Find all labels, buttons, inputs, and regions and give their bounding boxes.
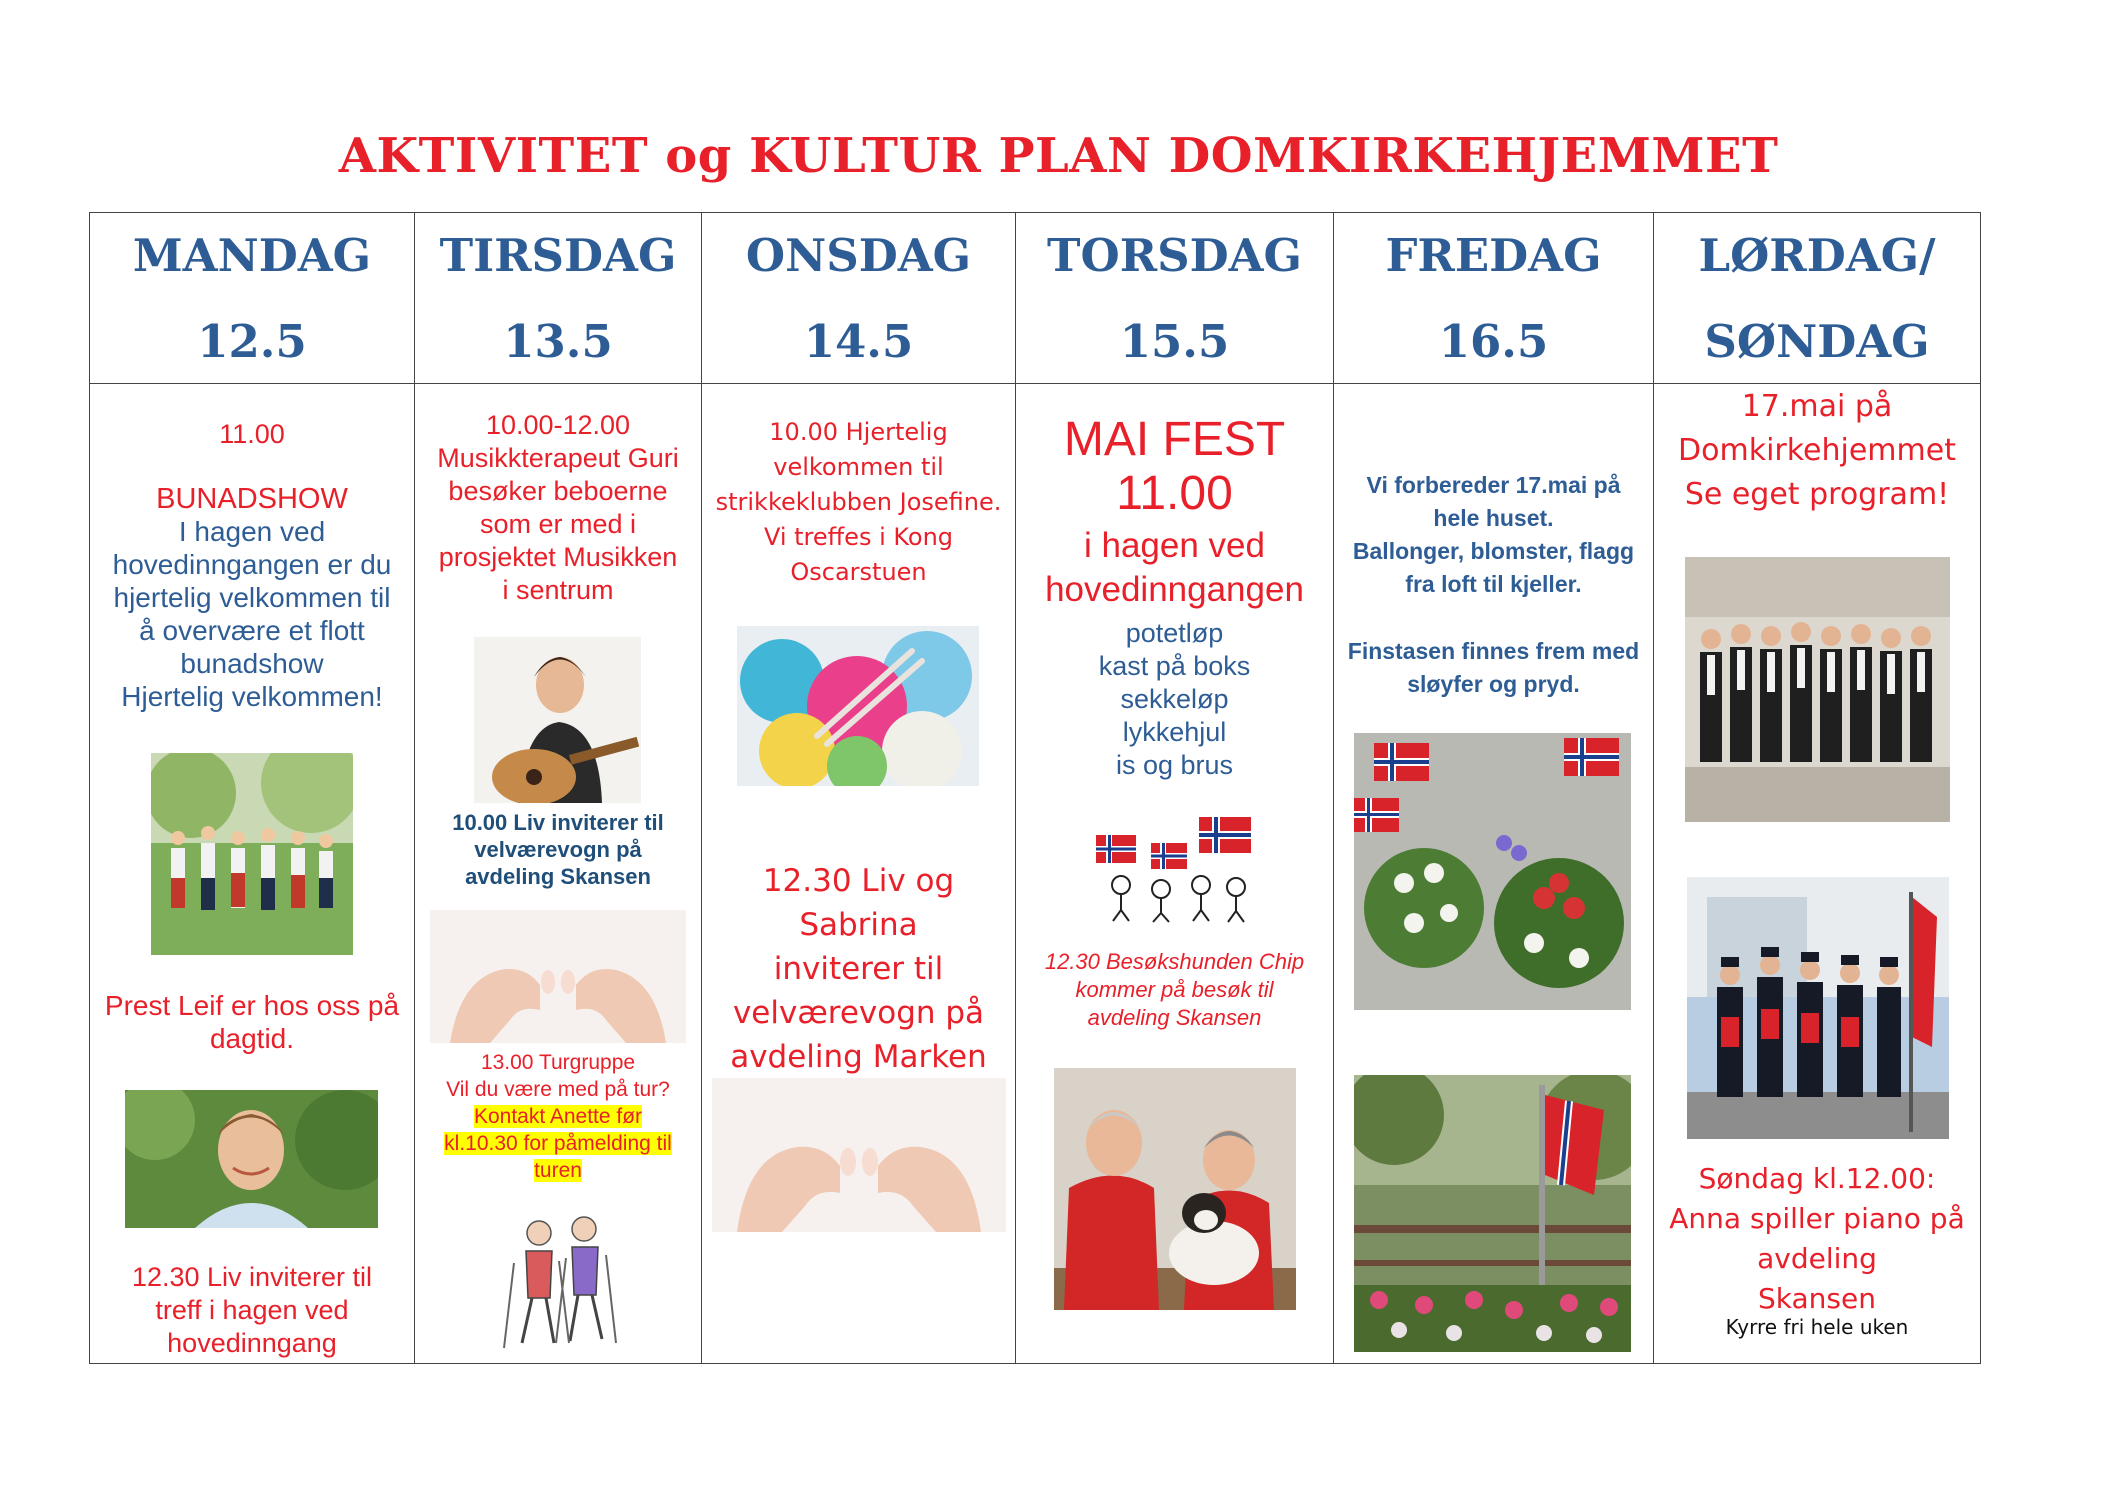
day-date: SØNDAG — [1704, 315, 1930, 368]
day-name: LØRDAG/ — [1698, 229, 1936, 282]
day-name: MANDAG — [132, 229, 372, 282]
nails-photo-2 — [712, 1078, 1006, 1232]
header-monday — [90, 213, 414, 383]
activity-table — [89, 212, 1981, 1364]
day-name: ONSDAG — [745, 229, 972, 282]
highlight-line: kl.10.30 for påmelding til — [444, 1132, 672, 1155]
flags-illustration — [1091, 805, 1259, 923]
nails-photo-1 — [430, 910, 686, 1043]
tuesday-liv: 10.00 Liv inviterer til velværevogn på avdeling Skansen — [452, 810, 664, 889]
yarn-photo — [737, 626, 979, 786]
monday-priest: Prest Leif er hos oss på dagtid. — [104, 990, 400, 1054]
thursday-dog: 12.30 Besøkshunden Chip kommer på besøk til avdeling Skansen — [1044, 949, 1305, 1030]
highlight-line: turen — [534, 1159, 582, 1182]
bunad-photo — [151, 753, 353, 955]
body-friday — [1334, 385, 1653, 1363]
wednesday-knit: 10.00 Hjertelig velkommen til strikkeklubben Josefine. Vi treffes i Kong Oscarstuen — [715, 418, 1002, 586]
wednesday-liv: 12.30 Liv og Sabrina inviterer til velværevogn på avdeling Marken — [730, 863, 987, 1075]
balcony-flowers-photo — [1354, 1075, 1631, 1352]
hikers-illustration — [484, 1203, 634, 1353]
flowers-flags-photo — [1354, 733, 1631, 1010]
guitar-photo — [474, 637, 641, 803]
header-friday — [1334, 213, 1653, 383]
column-weekend — [1654, 213, 1980, 1363]
body-wednesday — [702, 385, 1015, 1363]
header-tuesday — [415, 213, 701, 383]
thursday-fest-location-2: hovedinngangen — [1045, 570, 1304, 609]
day-date: 15.5 — [1119, 315, 1230, 368]
column-wednesday — [702, 213, 1016, 1363]
weekend-sunday: Søndag kl.12.00: Anna spiller piano på avdeling Skansen — [1669, 1162, 1965, 1315]
page-title: AKTIVITET og KULTUR PLAN DOMKIRKEHJEMMET — [338, 128, 1779, 184]
column-monday — [90, 213, 415, 1363]
thursday-fest-location-1: i hagen ved — [1084, 526, 1265, 565]
priest-photo — [125, 1090, 378, 1228]
body-tuesday — [415, 385, 701, 1363]
dog-visit-photo — [1054, 1068, 1296, 1310]
friday-finstas: Finstasen finnes frem med sløyfer og pryd. — [1347, 638, 1640, 697]
tuesday-music: 10.00-12.00 Musikkterapeut Guri besøker beboerne som er med i prosjektet Musikken i sentrum — [437, 410, 679, 605]
body-weekend — [1654, 385, 1980, 1363]
monday-liv: 12.30 Liv inviterer til treff i hagen ved hovedinngang — [131, 1262, 373, 1358]
weekend-may17: 17.mai på Domkirkehjemmet Se eget program! — [1678, 389, 1956, 512]
parade-photo — [1687, 877, 1949, 1139]
body-monday — [90, 385, 414, 1363]
thursday-activities: potetløp kast på boks sekkeløp lykkehjul is og brus — [1098, 618, 1251, 780]
monday-show-text: I hagen ved hovedinngangen er du hjertelig velkommen til å overvære et flott bunadshow Hjertelig velkommen! — [112, 516, 392, 712]
header-weekend — [1654, 213, 1980, 383]
choir-photo — [1685, 557, 1950, 822]
header-wednesday — [702, 213, 1015, 383]
thursday-fest-title: MAI FEST — [1063, 413, 1286, 466]
weekend-kyrre: Kyrre fri hele uken — [1725, 1315, 1909, 1339]
body-thursday — [1016, 385, 1333, 1363]
day-name: TIRSDAG — [439, 229, 677, 282]
day-date: 12.5 — [197, 315, 307, 368]
day-name: TORSDAG — [1047, 229, 1302, 282]
header-thursday — [1016, 213, 1333, 383]
monday-show-title: BUNADSHOW — [156, 483, 348, 515]
day-date: 16.5 — [1438, 315, 1549, 368]
column-tuesday — [415, 213, 702, 1363]
column-thursday — [1016, 213, 1334, 1363]
day-date: 14.5 — [803, 315, 914, 368]
day-name: FREDAG — [1385, 229, 1602, 282]
thursday-fest-time: 11.00 — [1116, 467, 1233, 520]
friday-prep: Vi forbereder 17.mai på hele huset. Ballonger, blomster, flagg fra loft til kjeller. — [1352, 472, 1635, 597]
monday-time: 11.00 — [219, 419, 285, 449]
day-date: 13.5 — [503, 315, 613, 368]
column-friday — [1334, 213, 1654, 1363]
highlight-line: Kontakt Anette før — [473, 1105, 643, 1128]
tuesday-tur: 13.00 Turgruppe Vil du være med på tur? Kontakt Anette før kl.10.30 for påmelding til turen — [444, 1051, 672, 1182]
